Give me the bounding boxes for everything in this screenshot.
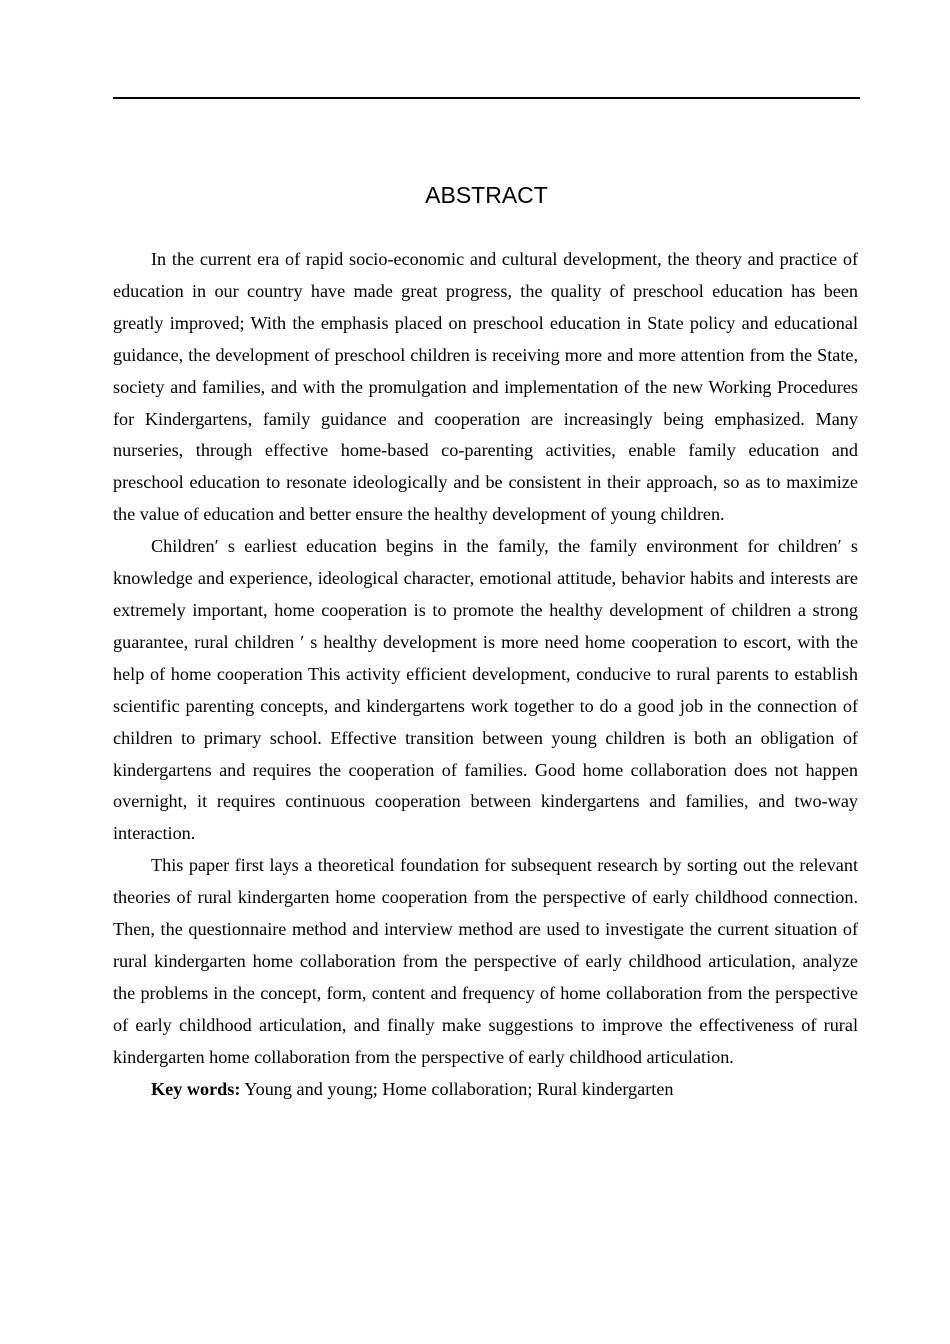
abstract-paragraph-2: Children′ s earliest education begins in the family, the family environment for children′ s knowledge and experience, ideological character, emotional attitude, behavior habits and interests are extremely important, home cooperation is to promote the healthy development of children a strong guarantee, rural children ′ s healthy development is more need home cooperation to escort, with the help of home cooperation This activity efficient development, conducive to rural parents to establish scientific parenting concepts, and kindergartens work together to do a good job in the connection of children to primary school. Effective transition between young children is both an obligation of kindergartens and requires the cooperation of families. Good home collaboration does not happen overnight, it requires continuous cooperation between kindergartens and families, and two-way interaction.	[113, 536, 858, 844]
keywords-label: Key words:	[151, 1078, 241, 1099]
abstract-paragraph-1: In the current era of rapid socio-economic and cultural development, the theory and practice of education in our country have made great progress, the quality of preschool education has been greatly improved; With the emphasis placed on preschool education in State policy and educational guidance, the development of preschool children is receiving more and more attention from the State, society and families, and with the promulgation and implementation of the new Working Procedures for Kindergartens, family guidance and cooperation are increasingly being emphasized. Many nurseries, through effective home-based co-parenting activities, enable family education and preschool education to resonate ideologically and be consistent in their approach, so as to maximize the value of education and better ensure the healthy development of young children.	[113, 249, 858, 525]
abstract-paragraph-3: This paper first lays a theoretical foundation for subsequent research by sorting out the relevant theories of rural kindergarten home cooperation from the perspective of early childhood connection. Then, the questionnaire method and interview method are used to investigate the current situation of rural kindergarten home collaboration from the perspective of early childhood articulation, analyze the problems in the concept, form, content and frequency of home collaboration from the perspective of early childhood articulation, and finally make suggestions to improve the effectiveness of rural kindergarten home collaboration from the perspective of early childhood articulation.	[113, 855, 858, 1067]
keywords-line	[113, 1074, 858, 1106]
header-rule	[113, 97, 860, 99]
abstract-title: ABSTRACT	[425, 182, 548, 208]
keywords-text: Young and young; Home collaboration; Rural kindergarten	[240, 1078, 674, 1099]
abstract-body	[113, 244, 858, 1105]
